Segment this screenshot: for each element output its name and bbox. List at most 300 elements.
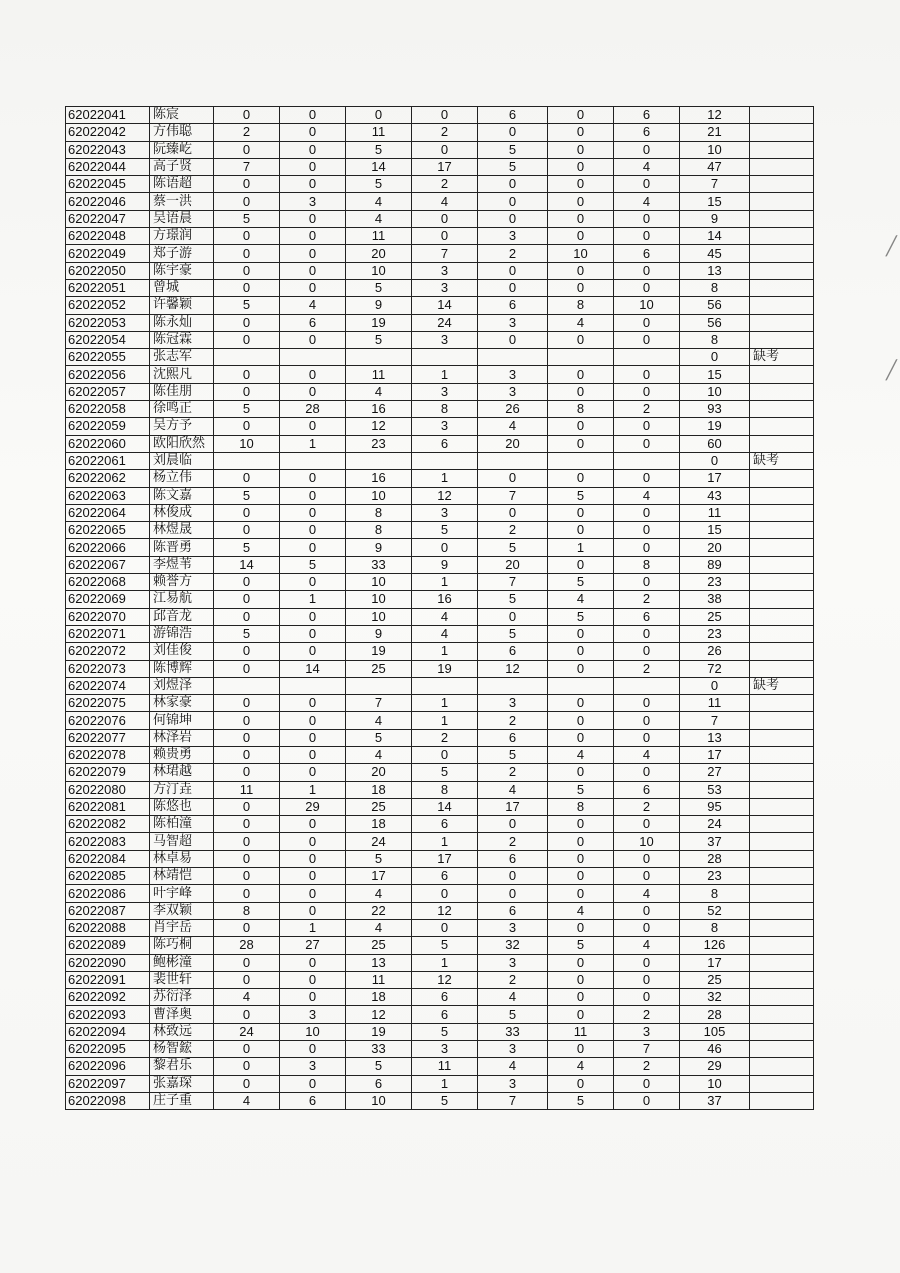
score-3-cell: 18 bbox=[346, 989, 412, 1006]
score-7-cell bbox=[614, 349, 680, 366]
score-2-cell bbox=[280, 677, 346, 694]
score-1-cell: 0 bbox=[214, 712, 280, 729]
score-4-cell: 12 bbox=[412, 487, 478, 504]
score-7-cell: 0 bbox=[614, 919, 680, 936]
total-score-cell: 47 bbox=[680, 158, 750, 175]
score-4-cell: 1 bbox=[412, 1075, 478, 1092]
remark-cell bbox=[750, 228, 814, 245]
remark-cell bbox=[750, 297, 814, 314]
total-score-cell: 10 bbox=[680, 1075, 750, 1092]
student-id-cell: 62022084 bbox=[66, 850, 150, 867]
score-4-cell: 5 bbox=[412, 937, 478, 954]
student-id-cell: 62022091 bbox=[66, 971, 150, 988]
score-6-cell: 0 bbox=[548, 193, 614, 210]
score-1-cell: 0 bbox=[214, 522, 280, 539]
total-score-cell: 7 bbox=[680, 176, 750, 193]
score-1-cell bbox=[214, 452, 280, 469]
score-3-cell: 8 bbox=[346, 522, 412, 539]
score-4-cell: 0 bbox=[412, 228, 478, 245]
score-6-cell: 0 bbox=[548, 556, 614, 573]
student-id-cell: 62022045 bbox=[66, 176, 150, 193]
score-3-cell: 4 bbox=[346, 193, 412, 210]
student-name-cell: 杨立伟 bbox=[150, 470, 214, 487]
student-name-cell: 徐鸣正 bbox=[150, 401, 214, 418]
student-name-cell: 江易航 bbox=[150, 591, 214, 608]
score-3-cell: 10 bbox=[346, 262, 412, 279]
student-name-cell: 林卓易 bbox=[150, 850, 214, 867]
score-7-cell: 4 bbox=[614, 193, 680, 210]
score-2-cell: 0 bbox=[280, 383, 346, 400]
student-id-cell: 62022092 bbox=[66, 989, 150, 1006]
score-2-cell: 0 bbox=[280, 418, 346, 435]
score-1-cell: 0 bbox=[214, 228, 280, 245]
table-row bbox=[66, 228, 814, 245]
score-5-cell: 3 bbox=[478, 1075, 548, 1092]
student-id-cell: 62022041 bbox=[66, 107, 150, 124]
score-7-cell: 4 bbox=[614, 885, 680, 902]
score-4-cell: 8 bbox=[412, 401, 478, 418]
score-2-cell: 0 bbox=[280, 989, 346, 1006]
score-1-cell: 0 bbox=[214, 833, 280, 850]
score-3-cell: 18 bbox=[346, 781, 412, 798]
total-score-cell: 23 bbox=[680, 868, 750, 885]
table-row bbox=[66, 418, 814, 435]
score-2-cell: 0 bbox=[280, 643, 346, 660]
student-id-cell: 62022062 bbox=[66, 470, 150, 487]
score-3-cell: 11 bbox=[346, 228, 412, 245]
student-name-cell: 鲍彬潼 bbox=[150, 954, 214, 971]
score-3-cell: 0 bbox=[346, 107, 412, 124]
table-row bbox=[66, 210, 814, 227]
score-6-cell bbox=[548, 349, 614, 366]
score-1-cell: 0 bbox=[214, 608, 280, 625]
score-7-cell: 0 bbox=[614, 868, 680, 885]
score-5-cell: 3 bbox=[478, 383, 548, 400]
student-name-cell: 林靖恺 bbox=[150, 868, 214, 885]
table-row bbox=[66, 919, 814, 936]
student-id-cell: 62022052 bbox=[66, 297, 150, 314]
score-3-cell: 5 bbox=[346, 176, 412, 193]
score-5-cell: 5 bbox=[478, 591, 548, 608]
score-3-cell bbox=[346, 349, 412, 366]
score-2-cell: 3 bbox=[280, 193, 346, 210]
student-name-cell: 陈宸 bbox=[150, 107, 214, 124]
score-4-cell: 0 bbox=[412, 210, 478, 227]
score-7-cell: 0 bbox=[614, 1092, 680, 1109]
score-2-cell: 0 bbox=[280, 262, 346, 279]
remark-cell bbox=[750, 141, 814, 158]
score-6-cell bbox=[548, 452, 614, 469]
score-7-cell: 0 bbox=[614, 331, 680, 348]
score-6-cell: 0 bbox=[548, 625, 614, 642]
score-7-cell: 2 bbox=[614, 1006, 680, 1023]
score-3-cell bbox=[346, 677, 412, 694]
remark-cell: 缺考 bbox=[750, 349, 814, 366]
student-id-cell: 62022094 bbox=[66, 1023, 150, 1040]
remark-cell bbox=[750, 989, 814, 1006]
score-5-cell: 3 bbox=[478, 228, 548, 245]
student-id-cell: 62022083 bbox=[66, 833, 150, 850]
remark-cell bbox=[750, 1041, 814, 1058]
score-7-cell: 0 bbox=[614, 643, 680, 660]
score-3-cell: 33 bbox=[346, 1041, 412, 1058]
score-5-cell: 0 bbox=[478, 279, 548, 296]
student-name-cell: 许馨颖 bbox=[150, 297, 214, 314]
score-5-cell: 7 bbox=[478, 1092, 548, 1109]
student-name-cell: 林煜晟 bbox=[150, 522, 214, 539]
total-score-cell: 29 bbox=[680, 1058, 750, 1075]
student-id-cell: 62022063 bbox=[66, 487, 150, 504]
remark-cell: 缺考 bbox=[750, 677, 814, 694]
score-7-cell: 10 bbox=[614, 833, 680, 850]
total-score-cell: 28 bbox=[680, 1006, 750, 1023]
score-4-cell: 3 bbox=[412, 331, 478, 348]
student-name-cell: 林家豪 bbox=[150, 695, 214, 712]
remark-cell bbox=[750, 643, 814, 660]
score-5-cell: 4 bbox=[478, 989, 548, 1006]
student-id-cell: 62022087 bbox=[66, 902, 150, 919]
score-5-cell: 6 bbox=[478, 850, 548, 867]
score-1-cell: 5 bbox=[214, 625, 280, 642]
score-5-cell: 6 bbox=[478, 107, 548, 124]
score-2-cell: 5 bbox=[280, 556, 346, 573]
total-score-cell: 17 bbox=[680, 954, 750, 971]
score-1-cell: 0 bbox=[214, 279, 280, 296]
score-4-cell: 1 bbox=[412, 712, 478, 729]
score-2-cell: 1 bbox=[280, 919, 346, 936]
remark-cell bbox=[750, 816, 814, 833]
score-2-cell: 27 bbox=[280, 937, 346, 954]
student-name-cell: 方璟润 bbox=[150, 228, 214, 245]
score-7-cell: 2 bbox=[614, 1058, 680, 1075]
score-7-cell: 0 bbox=[614, 279, 680, 296]
score-5-cell: 4 bbox=[478, 781, 548, 798]
total-score-cell: 60 bbox=[680, 435, 750, 452]
score-4-cell: 6 bbox=[412, 989, 478, 1006]
score-6-cell: 0 bbox=[548, 816, 614, 833]
remark-cell bbox=[750, 331, 814, 348]
score-1-cell: 0 bbox=[214, 418, 280, 435]
total-score-cell: 8 bbox=[680, 331, 750, 348]
score-1-cell: 0 bbox=[214, 383, 280, 400]
score-4-cell: 6 bbox=[412, 816, 478, 833]
student-name-cell: 吴语晨 bbox=[150, 210, 214, 227]
student-id-cell: 62022047 bbox=[66, 210, 150, 227]
score-3-cell: 16 bbox=[346, 470, 412, 487]
student-id-cell: 62022074 bbox=[66, 677, 150, 694]
table-row bbox=[66, 1075, 814, 1092]
student-name-cell: 林致远 bbox=[150, 1023, 214, 1040]
student-name-cell: 陈永灿 bbox=[150, 314, 214, 331]
score-2-cell: 0 bbox=[280, 816, 346, 833]
total-score-cell: 13 bbox=[680, 262, 750, 279]
table-row bbox=[66, 556, 814, 573]
score-4-cell: 1 bbox=[412, 643, 478, 660]
score-6-cell: 0 bbox=[548, 660, 614, 677]
total-score-cell: 28 bbox=[680, 850, 750, 867]
student-name-cell: 肖宇岳 bbox=[150, 919, 214, 936]
score-4-cell: 4 bbox=[412, 608, 478, 625]
remark-cell bbox=[750, 1075, 814, 1092]
score-3-cell: 13 bbox=[346, 954, 412, 971]
remark-cell bbox=[750, 764, 814, 781]
student-name-cell: 苏衍泽 bbox=[150, 989, 214, 1006]
score-7-cell: 2 bbox=[614, 401, 680, 418]
score-2-cell: 0 bbox=[280, 124, 346, 141]
score-1-cell: 5 bbox=[214, 210, 280, 227]
score-table-body bbox=[66, 107, 814, 1110]
score-6-cell: 0 bbox=[548, 919, 614, 936]
score-4-cell: 3 bbox=[412, 418, 478, 435]
score-5-cell: 5 bbox=[478, 746, 548, 763]
student-id-cell: 62022090 bbox=[66, 954, 150, 971]
remark-cell bbox=[750, 1058, 814, 1075]
score-7-cell: 0 bbox=[614, 850, 680, 867]
score-1-cell: 24 bbox=[214, 1023, 280, 1040]
score-7-cell: 0 bbox=[614, 314, 680, 331]
score-5-cell: 6 bbox=[478, 902, 548, 919]
score-3-cell: 9 bbox=[346, 297, 412, 314]
student-id-cell: 62022058 bbox=[66, 401, 150, 418]
score-4-cell: 3 bbox=[412, 504, 478, 521]
score-1-cell: 0 bbox=[214, 850, 280, 867]
score-4-cell: 1 bbox=[412, 366, 478, 383]
score-7-cell: 0 bbox=[614, 574, 680, 591]
score-1-cell: 5 bbox=[214, 487, 280, 504]
remark-cell bbox=[750, 850, 814, 867]
table-row bbox=[66, 487, 814, 504]
table-row bbox=[66, 297, 814, 314]
student-id-cell: 62022054 bbox=[66, 331, 150, 348]
remark-cell bbox=[750, 245, 814, 262]
score-6-cell: 11 bbox=[548, 1023, 614, 1040]
score-2-cell: 28 bbox=[280, 401, 346, 418]
student-name-cell: 赖贵勇 bbox=[150, 746, 214, 763]
score-3-cell: 19 bbox=[346, 643, 412, 660]
score-2-cell: 0 bbox=[280, 608, 346, 625]
remark-cell bbox=[750, 539, 814, 556]
remark-cell bbox=[750, 124, 814, 141]
student-id-cell: 62022093 bbox=[66, 1006, 150, 1023]
score-7-cell bbox=[614, 452, 680, 469]
score-7-cell: 0 bbox=[614, 971, 680, 988]
total-score-cell: 105 bbox=[680, 1023, 750, 1040]
score-7-cell: 8 bbox=[614, 556, 680, 573]
score-2-cell: 0 bbox=[280, 141, 346, 158]
score-6-cell: 5 bbox=[548, 781, 614, 798]
score-6-cell: 5 bbox=[548, 937, 614, 954]
table-row bbox=[66, 643, 814, 660]
remark-cell bbox=[750, 591, 814, 608]
score-3-cell: 6 bbox=[346, 1075, 412, 1092]
score-3-cell: 24 bbox=[346, 833, 412, 850]
score-2-cell: 0 bbox=[280, 746, 346, 763]
score-5-cell: 0 bbox=[478, 210, 548, 227]
student-name-cell: 陈语超 bbox=[150, 176, 214, 193]
score-2-cell: 0 bbox=[280, 522, 346, 539]
table-row bbox=[66, 1023, 814, 1040]
remark-cell bbox=[750, 902, 814, 919]
score-5-cell: 17 bbox=[478, 798, 548, 815]
score-6-cell: 4 bbox=[548, 746, 614, 763]
score-3-cell: 19 bbox=[346, 314, 412, 331]
remark-cell bbox=[750, 193, 814, 210]
score-2-cell: 3 bbox=[280, 1058, 346, 1075]
remark-cell bbox=[750, 158, 814, 175]
score-7-cell: 0 bbox=[614, 989, 680, 1006]
remark-cell: 缺考 bbox=[750, 452, 814, 469]
score-6-cell: 0 bbox=[548, 833, 614, 850]
score-1-cell: 0 bbox=[214, 954, 280, 971]
student-id-cell: 62022082 bbox=[66, 816, 150, 833]
score-1-cell: 0 bbox=[214, 764, 280, 781]
score-4-cell: 12 bbox=[412, 902, 478, 919]
score-5-cell: 20 bbox=[478, 435, 548, 452]
student-name-cell: 郑子游 bbox=[150, 245, 214, 262]
score-6-cell: 0 bbox=[548, 279, 614, 296]
student-name-cell: 阮臻屹 bbox=[150, 141, 214, 158]
score-3-cell: 7 bbox=[346, 695, 412, 712]
score-6-cell: 0 bbox=[548, 868, 614, 885]
score-6-cell: 0 bbox=[548, 176, 614, 193]
student-id-cell: 62022069 bbox=[66, 591, 150, 608]
score-3-cell: 11 bbox=[346, 971, 412, 988]
student-name-cell: 黎君乐 bbox=[150, 1058, 214, 1075]
table-row bbox=[66, 816, 814, 833]
remark-cell bbox=[750, 107, 814, 124]
remark-cell bbox=[750, 176, 814, 193]
student-id-cell: 62022071 bbox=[66, 625, 150, 642]
remark-cell bbox=[750, 366, 814, 383]
remark-cell bbox=[750, 314, 814, 331]
remark-cell bbox=[750, 971, 814, 988]
student-name-cell: 蔡一洪 bbox=[150, 193, 214, 210]
score-1-cell: 0 bbox=[214, 504, 280, 521]
score-4-cell: 1 bbox=[412, 574, 478, 591]
score-7-cell: 0 bbox=[614, 764, 680, 781]
score-2-cell: 0 bbox=[280, 971, 346, 988]
table-row bbox=[66, 158, 814, 175]
score-7-cell: 6 bbox=[614, 781, 680, 798]
total-score-cell: 43 bbox=[680, 487, 750, 504]
score-3-cell: 10 bbox=[346, 487, 412, 504]
student-id-cell: 62022043 bbox=[66, 141, 150, 158]
score-2-cell: 0 bbox=[280, 729, 346, 746]
score-5-cell: 6 bbox=[478, 729, 548, 746]
score-1-cell: 5 bbox=[214, 297, 280, 314]
table-row bbox=[66, 504, 814, 521]
score-4-cell: 4 bbox=[412, 625, 478, 642]
remark-cell bbox=[750, 487, 814, 504]
score-3-cell: 22 bbox=[346, 902, 412, 919]
score-1-cell: 5 bbox=[214, 401, 280, 418]
total-score-cell: 0 bbox=[680, 677, 750, 694]
total-score-cell: 32 bbox=[680, 989, 750, 1006]
score-5-cell: 3 bbox=[478, 954, 548, 971]
score-2-cell: 1 bbox=[280, 781, 346, 798]
score-4-cell: 3 bbox=[412, 279, 478, 296]
score-5-cell: 2 bbox=[478, 833, 548, 850]
remark-cell bbox=[750, 279, 814, 296]
score-2-cell: 0 bbox=[280, 712, 346, 729]
table-row bbox=[66, 574, 814, 591]
score-4-cell: 0 bbox=[412, 885, 478, 902]
score-3-cell: 4 bbox=[346, 919, 412, 936]
student-name-cell: 方汀垚 bbox=[150, 781, 214, 798]
student-id-cell: 62022060 bbox=[66, 435, 150, 452]
total-score-cell: 8 bbox=[680, 885, 750, 902]
table-row bbox=[66, 677, 814, 694]
table-row bbox=[66, 625, 814, 642]
score-6-cell: 8 bbox=[548, 401, 614, 418]
total-score-cell: 23 bbox=[680, 574, 750, 591]
score-4-cell bbox=[412, 452, 478, 469]
remark-cell bbox=[750, 1092, 814, 1109]
table-row bbox=[66, 383, 814, 400]
remark-cell bbox=[750, 574, 814, 591]
score-3-cell: 12 bbox=[346, 418, 412, 435]
score-7-cell: 6 bbox=[614, 107, 680, 124]
remark-cell bbox=[750, 470, 814, 487]
student-id-cell: 62022070 bbox=[66, 608, 150, 625]
score-1-cell: 0 bbox=[214, 885, 280, 902]
score-4-cell: 5 bbox=[412, 764, 478, 781]
margin-scribble: ╱ bbox=[886, 360, 897, 381]
score-6-cell: 0 bbox=[548, 1006, 614, 1023]
student-name-cell: 陈悠也 bbox=[150, 798, 214, 815]
total-score-cell: 25 bbox=[680, 608, 750, 625]
score-7-cell: 0 bbox=[614, 729, 680, 746]
score-1-cell: 0 bbox=[214, 574, 280, 591]
score-4-cell: 14 bbox=[412, 798, 478, 815]
score-6-cell bbox=[548, 677, 614, 694]
score-1-cell bbox=[214, 677, 280, 694]
student-name-cell: 张嘉琛 bbox=[150, 1075, 214, 1092]
score-5-cell: 5 bbox=[478, 625, 548, 642]
score-6-cell: 0 bbox=[548, 954, 614, 971]
score-5-cell: 0 bbox=[478, 816, 548, 833]
score-5-cell: 2 bbox=[478, 764, 548, 781]
score-5-cell: 0 bbox=[478, 504, 548, 521]
student-name-cell: 吴方予 bbox=[150, 418, 214, 435]
score-7-cell: 0 bbox=[614, 816, 680, 833]
total-score-cell: 15 bbox=[680, 193, 750, 210]
score-2-cell: 0 bbox=[280, 850, 346, 867]
total-score-cell: 15 bbox=[680, 366, 750, 383]
remark-cell bbox=[750, 885, 814, 902]
total-score-cell: 72 bbox=[680, 660, 750, 677]
score-5-cell: 2 bbox=[478, 971, 548, 988]
student-name-cell: 裴世轩 bbox=[150, 971, 214, 988]
table-row bbox=[66, 245, 814, 262]
score-3-cell: 9 bbox=[346, 539, 412, 556]
table-row bbox=[66, 660, 814, 677]
score-1-cell: 5 bbox=[214, 539, 280, 556]
remark-cell bbox=[750, 1006, 814, 1023]
score-6-cell: 4 bbox=[548, 591, 614, 608]
score-4-cell: 24 bbox=[412, 314, 478, 331]
remark-cell bbox=[750, 556, 814, 573]
student-id-cell: 62022078 bbox=[66, 746, 150, 763]
score-6-cell: 0 bbox=[548, 1041, 614, 1058]
student-id-cell: 62022051 bbox=[66, 279, 150, 296]
student-id-cell: 62022096 bbox=[66, 1058, 150, 1075]
table-row bbox=[66, 902, 814, 919]
score-5-cell: 33 bbox=[478, 1023, 548, 1040]
score-5-cell bbox=[478, 349, 548, 366]
score-4-cell: 9 bbox=[412, 556, 478, 573]
table-row bbox=[66, 107, 814, 124]
